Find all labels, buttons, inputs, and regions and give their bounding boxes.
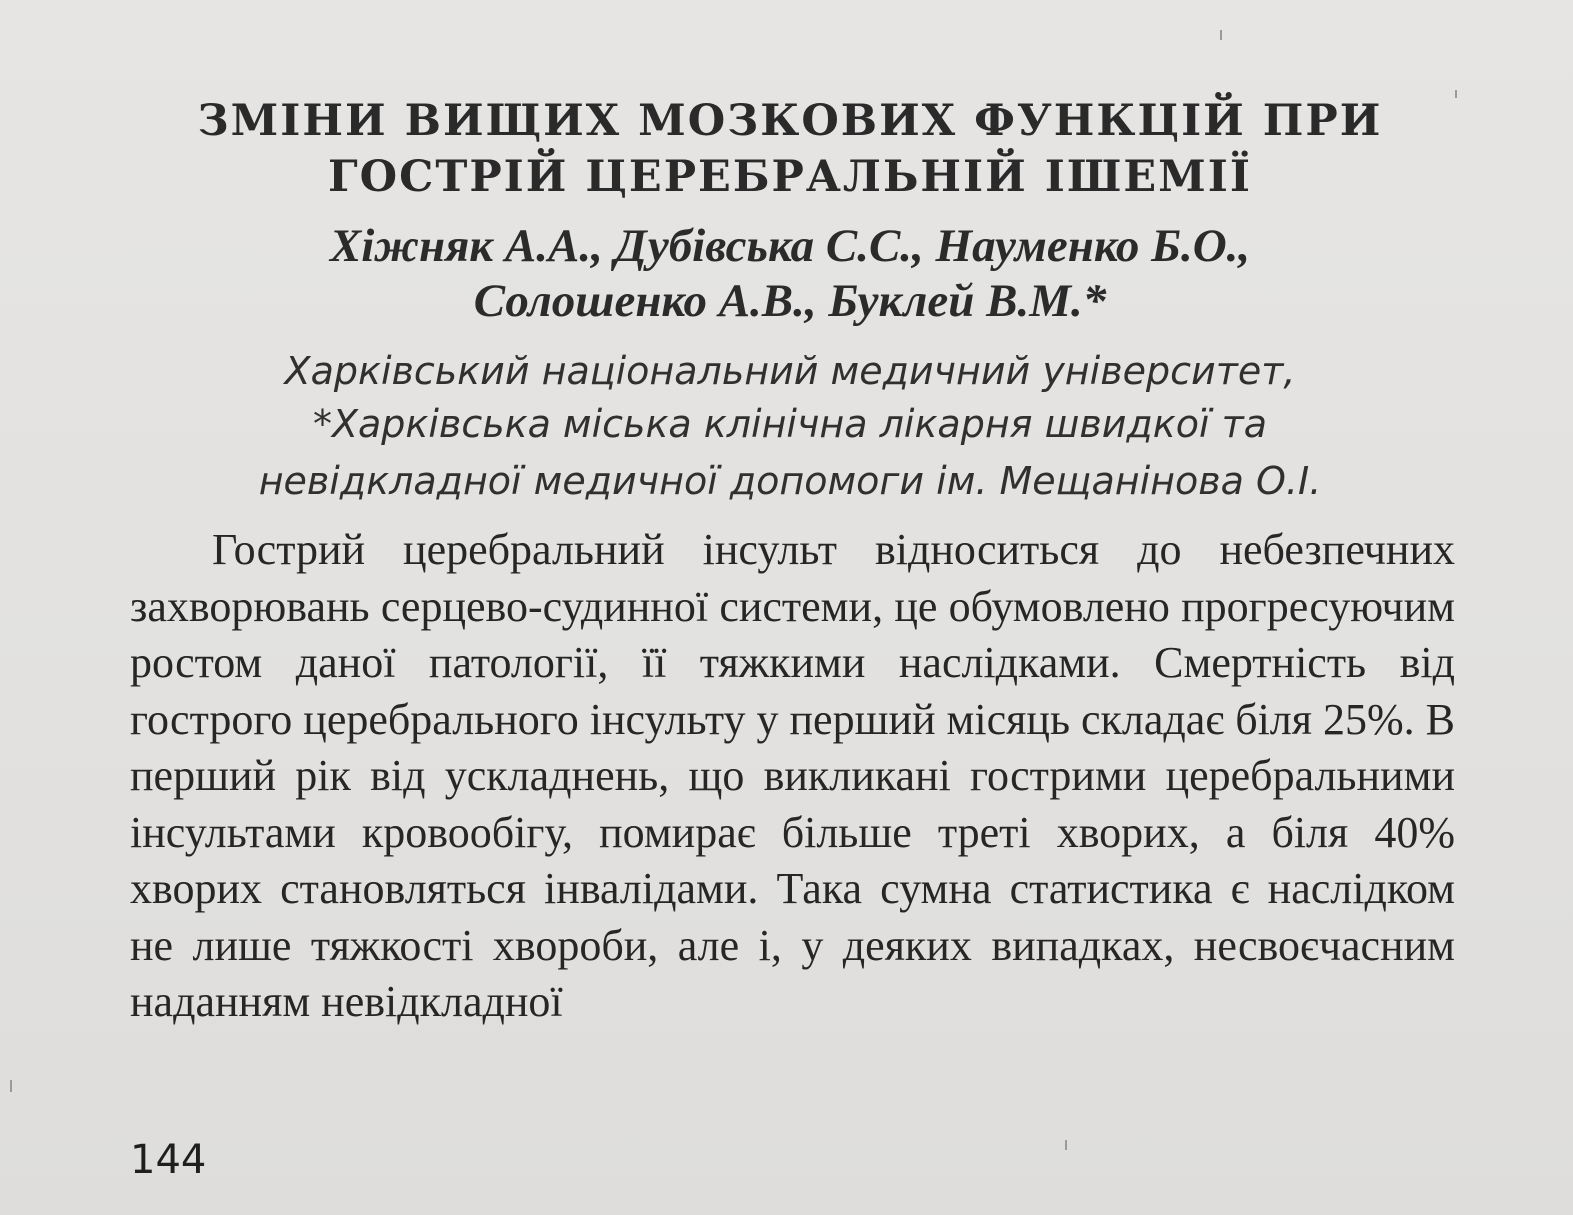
affiliation-line-3: невідкладної медичної допомоги ім. Мещанінова О.І. bbox=[258, 459, 1322, 503]
affiliation-line-1: Харківський національний медичний університет, bbox=[284, 349, 1296, 393]
authors-line-1: Хіжняк А.А., Дубівська С.С., Науменко Б.О., bbox=[329, 220, 1251, 272]
affiliation-line-2: *Харківська міська клінічна лікарня швидкої та bbox=[312, 402, 1268, 446]
scan-artifact bbox=[1220, 30, 1222, 40]
authors-line-2: Солошенко А.В., Буклей В.М.* bbox=[473, 275, 1107, 327]
scan-artifact bbox=[1455, 90, 1457, 98]
body-paragraph: Гострий церебральний інсульт відноситься до небезпечних захворювань серцево-судинної системи, це обумовлено прогресуючим ростом даної патології, її тяжкими наслідками. Смертність від гострого церебрального інсульту у перший місяць складає біля 25%. В перший рік від ускладнень, що викликані гострими церебральними інсультами кровообігу, помирає більше треті хворих, а біля 40% хворих становляться інвалідами. Така сумна статистика є наслідком не лише тяжкості хвороби, але і, у деяких випадках, несвоєчасним наданням невідкладної bbox=[130, 525, 1456, 1026]
scan-artifact bbox=[1065, 1140, 1067, 1150]
article-title-line-2: ГОСТРІЙ ЦЕРЕБРАЛЬНІЙ ІШЕМІЇ bbox=[327, 152, 1253, 202]
article-title-line-1: ЗМІНИ ВИЩИХ МОЗКОВИХ ФУНКЦІЙ ПРИ bbox=[197, 96, 1383, 146]
page-number: 144 bbox=[130, 1137, 207, 1183]
scan-artifact bbox=[10, 1080, 12, 1092]
